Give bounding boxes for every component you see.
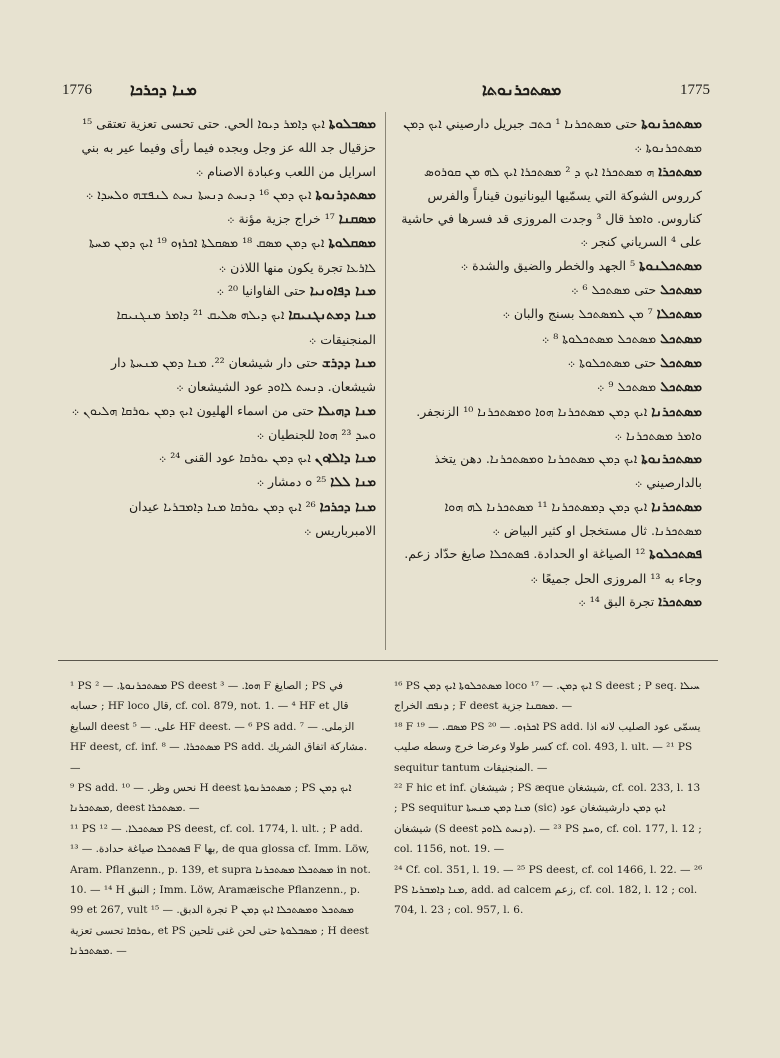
entry-definition: حتى ܡܣܬܟܪܢܐ ¹ ܟܬܒ جبريل دارصيني ܐܝܟ ܕܡܢ ܡܣܬܟܪܢܘܬܐ ܀	[403, 116, 702, 156]
entry-definition: ²⁶ ܐܝܟ ܕܡܢ ܝܘܪܩܐ ܡܢܐ ܕܐܡܒܪܝܐ عيدان الامبرباريس ܀	[128, 498, 376, 539]
entry-headword: ܡܢܐ ܕܐܠܐܘܢ	[314, 450, 376, 467]
entry-headword: ܡܣܬܟܠܢܘܬܐ	[639, 257, 702, 274]
entry-definition: ²⁵ ܘ دمشار ܀	[256, 474, 327, 490]
dictionary-entry	[70, 470, 376, 494]
left-page-number: 1776	[62, 82, 92, 98]
dictionary-entry	[394, 447, 702, 495]
entry-definition: حتى الفاوانيا ²⁰ ܀	[216, 283, 306, 299]
entry-definition: ܗ ܡܣܬܟܪܐ ܐܝܟ ܕ ² ܡܣܬܟܪܐ ܐܝܟ ܠܗ ܡܢ ܩܘܪܘܣ كرروس الشوكة التي يسمّيها اليونانيون قيناراً والفرس كناروس. ܘܐܡܪ قال ³ وجدت المروزى قد فسرها في حاشية على ⁴ السرياني كنجر ܀	[401, 163, 702, 250]
entry-headword: ܡܣܬܕܪܢܘܬܐ	[315, 186, 376, 203]
entry-headword: ܡܣܒܠܘܬܐ	[328, 116, 376, 132]
footnote: ¹⁸ F ܡܣܩ. — ¹⁹ PS ܐܟܪܙܘ. — ²⁰ PS add. يسمّى عود الصليب لانه اذا كسر طولا وعرضا خرج وسطه صليب cf. col. 493, l. ult. — ²¹ PS sequitur tantum المنجنيقات. —	[394, 720, 701, 774]
entry-definition: حتى ܡܣܬܟܠ ⁶ ܀	[570, 282, 657, 298]
footnote: ¹⁶ PS ܡܣܬܟܠܘܬܐ ܐܝܟ ܕܡܢ loco ܐܝܟ ܕܡܢ. — ¹⁷ S deest ; P seq. ܚܝܠܐ ܕܢܦܩ الخراج ; F deest ܡܣܩܢܐ جزية. —	[394, 680, 700, 713]
entry-headword: ܡܢܐ ܕܡܬܢܓܢܝܩܐ	[288, 307, 376, 324]
entry-headword: ܡܢܐ ܕܟܪܟܐ	[319, 498, 376, 515]
footnote: ²² F hic et inf. شيشغان ; PS æque شيشغان, cf. col. 233, l. 13 ; PS sequitur ܡܢܐ ܕܡܢ ܡܢܚܬܐ (sic) ܐܝܟ ܕܡܢ دارشيشغان عود شيشغان (S deest ܕܢܚܬ ܠܐܘܕ). — ²³ PS ܘܚܕ, cf. col. 177, l. 12 ; col. 1156, not. 19. —	[394, 782, 702, 856]
dictionary-entry	[70, 446, 376, 470]
entry-definition: تجرة البق ¹⁴ ܀	[578, 593, 655, 609]
dictionary-entry	[394, 160, 702, 254]
dictionary-entry	[394, 254, 702, 278]
dictionary-entry	[394, 327, 702, 351]
right-text-column	[394, 112, 702, 652]
dictionary-entry	[70, 351, 376, 399]
entry-headword: ܡܣܬܟܪܢܐ	[651, 403, 702, 420]
dictionary-entry	[70, 303, 376, 351]
right-running-title: ܡܣܬܟܪܢܘܬܐ	[482, 80, 562, 99]
left-text-column	[70, 112, 376, 652]
entry-definition: ܐܝܟ ܕܡܢ ܕܡܣܬܟܪܢܐ ¹¹ ܡܣܬܟܪܢܐ ܠܗ ܗܘܐ ܡܣܬܟܪܢܐ. ثال مستخجل او كثير البياض ܀	[444, 498, 702, 539]
entry-definition: ܐܝܟ ܕܐܡܪ ܕܝܘܐ الحي. حتى تحسى تعزية تعتقى ¹⁵ حزقيال جد الله عز وجل وبجده فيما رأى وفيما عير به بني اسرايل من اللعب وعبادة الاصنام ܀	[81, 116, 376, 179]
entry-headword: ܡܣܬܟܪܐ	[658, 593, 702, 610]
dictionary-entry	[394, 278, 702, 302]
entry-definition: ܡܣܬܟܠ ܡܣܬܟܠܘܬܐ ⁸ ܀	[541, 330, 657, 346]
entry-headword: ܡܢܐ ܕܕܪܫ	[321, 354, 376, 371]
right-page-number: 1775	[680, 82, 710, 98]
entry-definition: حتى دار شيشعان ²². ܡܢܐ ܕܡܢ ܡܢܚܬܐ دار شيشعان. ܕܢܚܬ ܠܐܘܕ عود الشيشعان ܀	[111, 354, 376, 395]
entry-definition: ܐܝܟ ܕܡܢ ¹⁶ ܕܢܚܬ ܕܢܚܬܐ ܢܚܬ ܠܢܦܫܗ ܘܠܚܕܐ ܀	[85, 186, 312, 202]
left-footnotes	[70, 676, 372, 1016]
entry-headword: ܡܣܬܟܠܐ	[656, 306, 702, 323]
entry-headword: ܡܣܩܠܘܬܐ	[328, 235, 376, 252]
footnote: ¹ PS ܡܣܬܟܪܢܘܬܐ. — ² PS deest ܗܘܐ. — ³ F الصايغ ; PS في حسابه ; HF loco قال, cf. col. 879, not. 1. — ⁴ HF et قال السايغ deest على. — ⁵ HF deest. — ⁶ PS add. الزملى. — ⁷ HF deest, cf. inf. ܡܣܬܟܪܐ. — ⁸ PS add. مشاركة اتفاق الشريك. —	[70, 680, 368, 774]
entry-definition: ¹⁷ خراج جزية مؤنة ܀	[226, 211, 335, 227]
dictionary-entry	[394, 112, 702, 160]
entry-headword: ܡܣܬܟܪܐ	[658, 163, 702, 180]
entry-definition: ܐܝܟ ܕܡܢ ܡܣܬܟܪܢܐ ܗܘܐ ܘܡܣܬܟܪܢܐ ¹⁰ الزنجفر. ܘܐܡܪ ܡܣܬܟܪܢܐ ܀	[416, 403, 702, 443]
dictionary-entry	[394, 302, 702, 326]
column-divider	[385, 112, 386, 650]
entry-definition: ¹² الصياغة او الحدادة. ܦܣܬܟܠܐ صايغ حدّاد زعم. وجاء به ¹³ المروزى الحل جميعًا ܀	[404, 546, 702, 586]
entry-definition: ܐܝܟ ܕܡܢ ܝܘܪܩܐ عود القنى ²⁴ ܀	[158, 450, 311, 466]
entry-headword: ܡܣܬܟܠ	[660, 354, 702, 371]
footnote: ²⁴ Cf. col. 351, l. 19. — ²⁵ PS deest, cf. col 1466, l. 22. — ²⁶ PS ܡܢܐ ܕܐܡܒܪܝܐ, add. ad calcem زعم, cf. col. 182, l. 12 ; col. 704, l. 23 ; col. 957, l. 6.	[394, 863, 703, 917]
entry-definition: حتى ܡܣܬܟܠܘܬܐ ܀	[567, 354, 657, 370]
right-footnotes	[394, 676, 706, 1016]
entry-headword: ܦܣܬܟܠܘܬܐ	[649, 546, 702, 563]
entry-headword: ܡܣܬܟܪܢܘܬܐ	[641, 451, 702, 468]
dictionary-entry	[70, 399, 376, 447]
dictionary-entry	[70, 495, 376, 543]
dictionary-entry	[70, 112, 376, 183]
entry-headword: ܡܣܬܟܪܢܘܬܐ	[641, 116, 702, 132]
footnote: ⁹ PS add. نحس وظر. — ¹⁰ H deest ܡܣܬܟܪܢܘܬܐ ; PS ܐܝܟ ܕܡܢ ܡܣܬܟܪܢܐ, deest ܡܣܬܟܪܐ. —	[70, 782, 352, 815]
footnote-rule	[58, 660, 718, 661]
entry-headword: ܡܢܐ ܕܗܝܠܐ	[318, 402, 376, 419]
entry-definition: ܡܣܬܟܠ ⁹ ܀	[596, 379, 657, 395]
dictionary-entry	[394, 495, 702, 543]
footnote: ¹¹ PS ܡܣܬܟܠܐ. — ¹² PS deest, cf. col. 1774, l. ult. ; P add. ܦܣܬܟܠܐ صياغة حدادة. — ¹³ F بها, de qua glossa cf. Imm. Löw, Aram. Pflanzenn., p. 139, et supra ܡܣܬܟܠܐ ܡܣܬܟܪܢܐ in not. 10. — ¹⁴ H النبق ; Imm. Löw, Aramæische Pflanzenn., p. 99 et 267, vult تجرة الدبق. — ¹⁵ P ܡܣܬܟܠ ܘܡܣܬܟܠܐ ܐܝܟ ܕܡܢ ܝܘܪܩܐ تحسى تعزية, et PS ܡܣܒܠܘܬܐ حتى لحن غنى تلحين ; H deest ܡܣܬܟܪܢܐ. —	[70, 822, 371, 958]
dictionary-entry	[394, 351, 702, 375]
entry-headword: ܡܣܬܟܠ	[660, 379, 702, 396]
entry-definition: ܐܝܟ ܕܡܢ ܡܣܩ ¹⁸ ܡܣܩܠܬܐ ܐܟܪܙܘ ¹⁹ ܐܝܟ ܕܡܢ ܡܚܬܐ ܠܐܪܥܐ تجرة يكون منها اللاذن ܀	[89, 235, 376, 275]
entry-headword: ܡܣܬܟܪܢܐ	[651, 498, 702, 515]
dictionary-entry	[70, 279, 376, 303]
dictionary-entry	[70, 231, 376, 279]
entry-definition: ⁷ ܡܢ ܠܡܣܬܟܠ بسنج والبان ܀	[502, 306, 653, 322]
entry-headword: ܡܢܐ ܕܦܐܘܢܝܐ	[309, 283, 376, 300]
dictionary-entry	[70, 183, 376, 207]
entry-headword: ܡܣܬܟܠ	[660, 282, 702, 299]
dictionary-entry	[70, 207, 376, 231]
entry-headword: ܡܢܐ ܠܠܐ	[330, 474, 376, 491]
entry-definition: ܐܝܟ ܕܝܠܗ ܣܠܝܩ ²¹ ܕܐܡܪ ܡܢܓܢܝܩܐ المنجنيقات ܀	[116, 307, 376, 347]
entry-definition: ⁵ الجهد والخطر والضيق والشدة ܀	[460, 257, 636, 273]
entry-definition: ܐܝܟ ܕܡܢ ܡܣܬܟܪܢܐ ܘܡܣܬܟܪܢܐ. دهن يتخذ بالدارصيني ܀	[434, 451, 702, 491]
dictionary-entry	[394, 400, 702, 448]
dictionary-entry	[394, 590, 702, 614]
entry-headword: ܡܣܬܟܠ	[660, 330, 702, 347]
entry-headword: ܡܣܩܢܐ	[338, 211, 376, 228]
dictionary-entry	[394, 542, 702, 590]
dictionary-entry	[394, 375, 702, 399]
entry-definition: حتى من اسماء الهليون ܐܝܟ ܕܡܢ ܝܘܪܩܐ ܗܠܝܘܢ ܀ ܘܚܕ ²³ ܗܘܐ للجنطيان ܀	[71, 402, 376, 442]
left-running-title: ܡܢܐ ܕܟܪܟܐ	[130, 80, 197, 99]
